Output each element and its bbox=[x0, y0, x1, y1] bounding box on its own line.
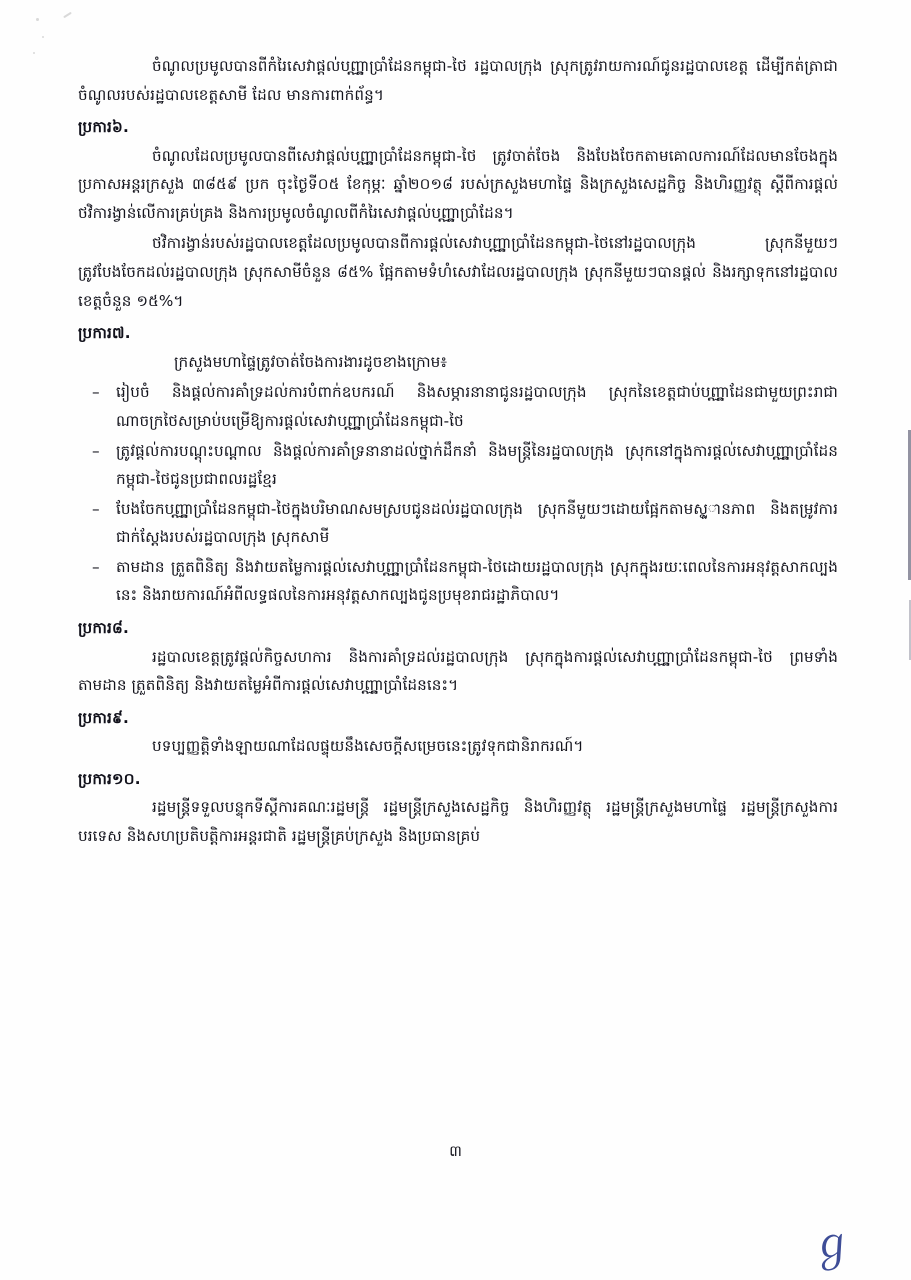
bullet-2 bbox=[78, 437, 838, 494]
scan-speckle bbox=[33, 52, 35, 54]
bullet-1 bbox=[78, 378, 838, 435]
para-article-6-body-1: ចំណូលដែលប្រមូលបានពីសេវាផ្តល់បញ្ណ្ជាប្រាំដែនកម្ពុជា-ថៃ ត្រូវចាត់ចែង និងបែងចែកតាមគោលការណ៍ដែលមានចែងក្នុងប្រកាសអន្តរក្រសួង ៣៨៥៩ ប្រក ចុះថ្ងៃទី០៥ ខែកុម្ភៈ ឆ្នាំ២០១៨ របស់ក្រសួងមហាផ្ទៃ និងក្រសួងសេដ្ឋកិច្ច និងហិរញ្ញវត្ថុ ស្តីពីការផ្តល់ថវិការង្វាន់លើការគ្រប់គ្រង និងការប្រមូលចំណូលពីកំរៃសេវាផ្តល់បញ្ណ្ជាប្រាំដែន។ bbox=[78, 146, 838, 222]
page-number: ៣ bbox=[449, 1142, 462, 1160]
bullet-1-text: រៀបចំ និងផ្តល់ការគាំទ្រដល់ការបំពាក់ឧបករណ៍ និងសម្ភារនានាជូនរដ្ឋបាលក្រុង ស្រុកនៃខេត្តជាប់បញ្ណ្ជាដែនជាមួយព្រះរាជាណាចក្រថៃសម្រាប់បម្រើឱ្យការផ្តល់សេវាបញ្ណ្ជាប្រាំដែនកម្ពុជា-ថៃ bbox=[116, 383, 838, 430]
article-head-9: ប្រការ៩. bbox=[78, 708, 129, 727]
bullet-3-text: បែងចែកបញ្ណ្ជាប្រាំដែនកម្ពុជា-ថៃក្នុងបរិមាណសមស្របជូនដល់រដ្ឋបាលក្រុង ស្រុកនីមួយៗដោយផ្អែកតាមសួ្ថានភាព និងតម្រូវការជាក់ស្តែងរបស់រដ្ឋបាលក្រុង ស្រុកសាមី bbox=[116, 499, 838, 547]
dash-bullet-icon: – bbox=[92, 499, 100, 518]
bullet-4-text: តាមដាន ត្រួតពិនិត្យ និងវាយតម្លៃការផ្តល់សេវាបញ្ណ្ជាប្រាំដែនកម្ពុជា-ថៃដោយរដ្ឋបាលក្រុង ស្រុកក្នុងរយៈពេលនៃការអនុវត្តសាកល្បងនេះ និងរាយការណ៍អំពីលទ្ធផលនៃការអនុវត្តសាកល្បងជូនប្រមុខរាជរដ្ឋាភិបាល។ bbox=[116, 557, 838, 605]
para-article-8-body: រដ្ឋបាលខេត្តត្រូវផ្តល់កិច្ចសហការ និងការគាំទ្រដល់រដ្ឋបាលក្រុង ស្រុកក្នុងការផ្តល់សេវាបញ្ណ្ជាប្រាំដែនកម្ពុជា-ថៃ ព្រមទាំងតាមដាន ត្រួតពិនិត្យ និងវាយតម្លៃអំពីការផ្តល់សេវាបញ្ណ្ជាប្រាំដែននេះ។ bbox=[78, 647, 838, 695]
article-head-8: ប្រការ៨. bbox=[78, 618, 129, 637]
dash-bullet-icon: – bbox=[92, 383, 100, 402]
handwritten-signature: ℊ bbox=[806, 1216, 857, 1273]
para-article-10-body: រដ្ឋមន្ត្រីទទួលបន្ទុកទីស្តីការគណៈរដ្ឋមន្ត្រី រដ្ឋមន្ត្រីក្រសួងសេដ្ឋកិច្ច និងហិរញ្ញវត្ថុ រដ្ឋមន្ត្រីក្រសួងមហាផ្ទៃ រដ្ឋមន្ត្រីក្រសួងការបរទេស និងសហប្រតិបត្តិការអន្តរជាតិ រដ្ឋមន្ត្រីគ្រប់ក្រសួង និងប្រធានគ្រប់ bbox=[78, 798, 838, 846]
scan-speckle bbox=[63, 12, 72, 18]
para-article-9-body: បទប្បញ្ញត្តិទាំងឡាយណាដែលផ្ទុយនឹងសេចក្តីសម្រេចនេះត្រូវទុកជានិរាករណ៍។ bbox=[152, 737, 584, 756]
article-head-7: ប្រការ៧. bbox=[78, 324, 131, 343]
bullet-2-text: ត្រូវផ្តល់ការបណ្តុះបណ្តាល និងផ្តល់ការគាំទ្រនានាដល់ថ្នាក់ដឹកនាំ និងមន្ត្រីនៃរដ្ឋបាលក្រុង ស្រុកនៅក្នុងការផ្តល់សេវាបញ្ណ្ជាប្រាំដែនកម្ពុជា-ថៃជូនប្រជាពលរដ្ឋខ្មែរ bbox=[116, 441, 838, 489]
para-intro-revenue-share: ចំណូលប្រមូលបានពីកំរៃសេវាផ្តល់បញ្ណ្ជាប្រាំដែនកម្ពុជា-ថៃ រដ្ឋបាលក្រុង ស្រុកត្រូវរាយការណ៍ជូនរដ្ឋបាលខេត្ត ដើម្បីកត់ត្រាជាចំណូលរបស់រដ្ឋបាលខេត្តសាមី ដែល មានការពាក់ព័ន្ធ។ bbox=[78, 57, 838, 104]
dash-bullet-icon: – bbox=[92, 441, 100, 460]
article-7-task-list bbox=[78, 378, 838, 610]
bullet-4 bbox=[78, 553, 838, 610]
article-head-6: ប្រការ៦. bbox=[78, 118, 129, 137]
para-article-6-body-2: ថវិការង្វាន់របស់រដ្ឋបាលខេត្តដែលប្រមូលបានពីការផ្តល់សេវាបញ្ណ្ជាប្រាំដែនកម្ពុជា-ថៃនៅរដ្ឋបាលក្រុង ស្រុកនីមួយៗ ត្រូវបែងចែកដល់រដ្ឋបាលក្រុង ស្រុកសាមីចំនួន ៨៥% ផ្អែកតាមទំហំសេវាដែលរដ្ឋបាលក្រុង ស្រុកនីមួយៗបានផ្តល់ និងរក្សាទុកនៅរដ្ឋបាលខេត្តចំនួន ១៥%។ bbox=[78, 234, 838, 310]
document-text-body bbox=[78, 52, 838, 853]
scan-speckle bbox=[36, 18, 39, 21]
para-article-7-intro: ក្រសួងមហាផ្ទៃត្រូវចាត់ចែងការងារដូចខាងក្រោម៖ bbox=[174, 352, 448, 371]
scan-speckle bbox=[42, 36, 44, 38]
article-head-10: ប្រការ១០. bbox=[78, 769, 141, 788]
bullet-3 bbox=[78, 495, 838, 552]
dash-bullet-icon: – bbox=[92, 557, 100, 576]
